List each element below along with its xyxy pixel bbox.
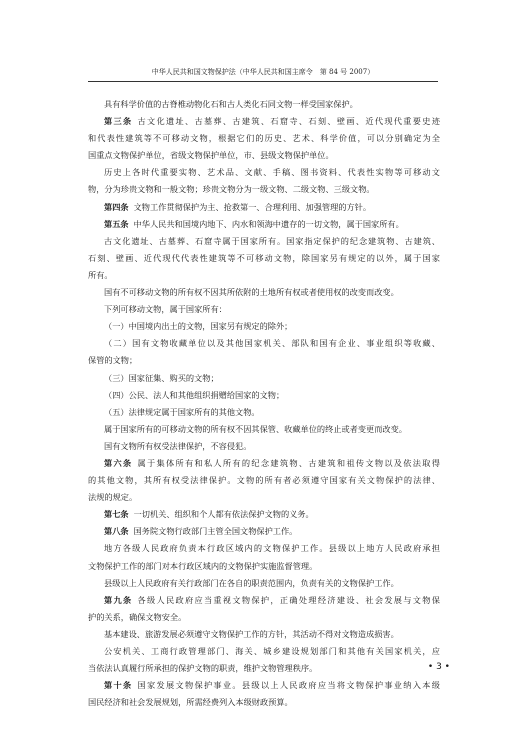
running-header: 中华人民共和国文物保护法（中华人民共和国主席令 第 84 号 2007） xyxy=(151,68,375,76)
text-line xyxy=(88,421,440,438)
text-line xyxy=(88,130,440,147)
line-text: 的其他文物，其所有权受法律保护。文物的所有者必须遵守国家有关文物保护的法律、 xyxy=(88,475,440,486)
text-line xyxy=(88,233,440,250)
text-line xyxy=(88,404,440,421)
text-line xyxy=(88,301,440,318)
line-text: 石刻、壁画、近代现代代表性建筑等不可移动文物，除国家另有规定的以外，属于国家 xyxy=(88,252,440,263)
text-line xyxy=(88,592,440,609)
text-line xyxy=(88,575,440,592)
article-number: 第六条 xyxy=(104,457,133,468)
text-line xyxy=(88,523,440,540)
line-text: 国有不可移动文物的所有权不因其所依附的土地所有权或者使用权的改变而改变。 xyxy=(104,287,399,298)
text-line xyxy=(88,455,440,472)
text-line xyxy=(88,506,440,523)
text-line xyxy=(88,558,440,575)
text-line xyxy=(88,677,440,694)
text-line xyxy=(88,267,440,284)
line-text: 中华人民共和国境内地下、内水和领海中遗存的一切文物，属于国家所有。 xyxy=(133,218,404,229)
line-text: 具有科学价值的古脊椎动物化石和古人类化石同文物一样受国家保护。 xyxy=(104,99,358,109)
header-rule xyxy=(88,81,438,82)
line-text: 属于集体所有和私人所有的纪念建筑物、古建筑和祖传文物以及依法取得 xyxy=(137,457,440,468)
text-line xyxy=(88,284,440,301)
text-line xyxy=(88,147,440,164)
article-number: 第十条 xyxy=(104,680,133,691)
article-number: 第五条 xyxy=(104,218,129,229)
line-text: （一）中国境内出土的文物，国家另有规定的除外； xyxy=(104,321,293,332)
text-line xyxy=(88,438,440,455)
line-text: （四）公民、法人和其他组织捐赠给国家的文物； xyxy=(104,389,285,400)
line-text: 基本建设、旅游发展必须遵守文物保护工作的方针，其活动不得对文物造成损害。 xyxy=(104,628,399,639)
line-text: 古文化遗址、古墓葬、石窟寺属于国家所有。国家指定保护的纪念建筑物、古建筑、 xyxy=(104,235,440,246)
article-number: 第四条 xyxy=(104,201,129,212)
line-text: 保管的文物； xyxy=(88,355,138,366)
body-text xyxy=(88,96,440,711)
line-text: （二）国有文物收藏单位以及其他国家机关、部队和国有企业、事业组织等收藏、 xyxy=(104,338,440,349)
text-line xyxy=(88,181,440,198)
line-text: 当依法认真履行所承担的保护文物的职责，维护文物管理秩序。 xyxy=(88,663,318,674)
article-number: 第八条 xyxy=(104,526,129,537)
page-number: • 3 • xyxy=(427,662,450,672)
line-text: 各级人民政府应当重视文物保护，正确处理经济建设、社会发展与文物保 xyxy=(137,594,440,605)
line-text: 和代表性建筑等不可移动文物，根据它们的历史、艺术、科学价值，可以分别确定为全 xyxy=(88,133,440,144)
article-number: 第九条 xyxy=(104,594,133,605)
line-text: 属于国家所有的可移动文物的所有权不因其保管、收藏单位的终止或者变更而改变。 xyxy=(104,423,407,434)
text-line xyxy=(88,96,440,113)
line-text: 国有文物所有权受法律保护，不容侵犯。 xyxy=(104,440,252,451)
text-line xyxy=(88,626,440,643)
line-text: （五）法律规定属于国家所有的其他文物。 xyxy=(104,406,260,417)
text-line xyxy=(88,335,440,352)
line-text: 地方各级人民政府负责本行政区域内的文物保护工作。县级以上地方人民政府承担 xyxy=(104,543,440,554)
text-line xyxy=(88,370,440,387)
line-text: 国家发展文物保护事业。县级以上人民政府应当将文物保护事业纳入本级 xyxy=(137,680,440,691)
line-text: 所有。 xyxy=(88,269,113,280)
article-number: 第三条 xyxy=(104,116,133,127)
line-text: （三）国家征集、购买的文物； xyxy=(104,372,219,383)
text-line xyxy=(88,352,440,369)
line-text: 一切机关、组织和个人都有依法保护文物的义务。 xyxy=(133,509,314,520)
line-text: 历史上各时代重要实物、艺术品、文献、手稿、图书资料、代表性实物等可移动文 xyxy=(104,167,440,178)
line-text: 县级以上人民政府有关行政部门在各自的职责范围内，负责有关的文物保护工作。 xyxy=(104,577,399,588)
text-line xyxy=(88,609,440,626)
line-text: 国民经济和社会发展规划，所需经费列入本级财政预算。 xyxy=(88,697,293,708)
line-text: 文物保护工作的部门对本行政区域内的文物保护实施监督管理。 xyxy=(88,560,318,571)
line-text: 国重点文物保护单位，省级文物保护单位，市、县级文物保护单位。 xyxy=(88,150,334,161)
text-line xyxy=(88,113,440,130)
line-text: 法规的规定。 xyxy=(88,492,138,503)
text-line xyxy=(88,318,440,335)
line-text: 文物工作贯彻保护为主、抢救第一、合理利用、加强管理的方针。 xyxy=(133,201,372,212)
line-text: 下列可移动文物，属于国家所有： xyxy=(104,304,227,315)
text-line xyxy=(88,489,440,506)
text-line xyxy=(88,660,440,677)
text-line xyxy=(88,643,440,660)
text-line xyxy=(88,472,440,489)
text-line xyxy=(88,199,440,216)
line-text: 物，分为珍贵文物和一般文物；珍贵文物分为一级文物、二级文物、三级文物。 xyxy=(88,184,375,195)
line-text: 国务院文物行政部门主管全国文物保护工作。 xyxy=(133,526,298,537)
line-text: 护的关系，确保文物安全。 xyxy=(88,611,187,622)
article-number: 第七条 xyxy=(104,509,129,520)
text-line xyxy=(88,216,440,233)
text-line xyxy=(88,540,440,557)
text-line xyxy=(88,250,440,267)
text-line xyxy=(88,694,440,711)
line-text: 公安机关、工商行政管理部门、海关、城乡建设规划部门和其他有关国家机关，应 xyxy=(104,646,440,656)
text-line xyxy=(88,387,440,404)
line-text: 古文化遗址、古墓葬、古建筑、石窟寺、石刻、壁画、近代现代重要史迹 xyxy=(137,116,440,127)
text-line xyxy=(88,164,440,181)
